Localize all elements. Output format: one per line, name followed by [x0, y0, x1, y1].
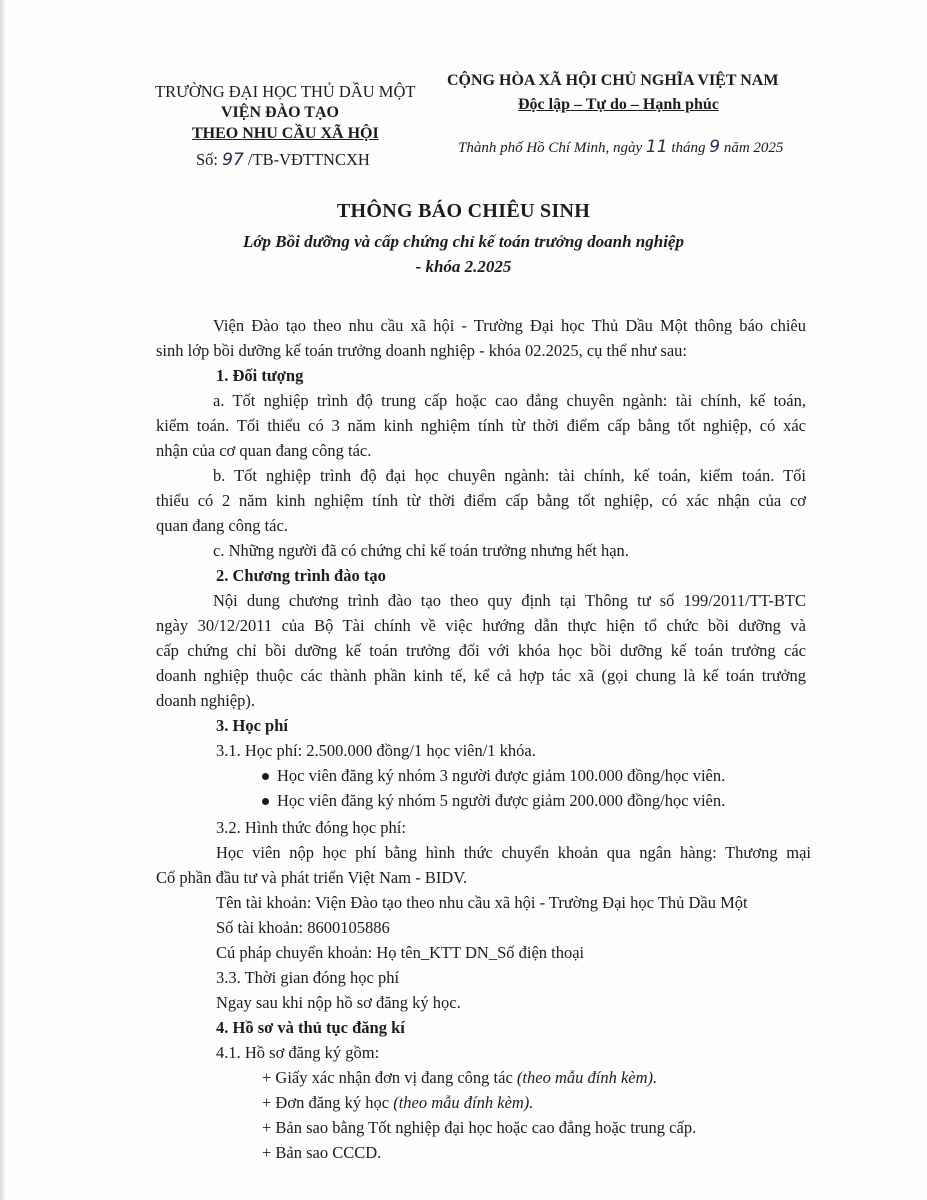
section-1-a-line-2: kiểm toán. Tối thiểu có 3 năm kinh nghiệm tính từ thời điểm cấp bằng tốt nghiệp, có xác — [156, 416, 806, 435]
discount-bullet-1-text: Học viên đăng ký nhóm 3 người được giảm 100.000 đồng/học viên. — [277, 766, 726, 785]
section-1-b-line-2: thiểu có 2 năm kinh nghiệm tính từ thời điểm cấp bằng tốt nghiệp, có xác nhận của cơ — [156, 491, 806, 510]
bullet-dot-icon — [262, 798, 269, 805]
section-2-line-5: doanh nghiệp). — [156, 691, 255, 710]
document-item-2 — [262, 1093, 533, 1113]
section-1-a-line-1: a. Tốt nghiệp trình độ trung cấp hoặc cao đẳng chuyên ngành: tài chính, kế toán, — [213, 391, 806, 410]
date-day: 11 — [645, 137, 668, 157]
country-name: CỘNG HÒA XÃ HỘI CHỦ NGHĨA VIỆT NAM — [447, 72, 779, 89]
section-3-heading: 3. Học phí — [216, 716, 288, 735]
document-item-2-note: (theo mẫu đính kèm). — [393, 1093, 534, 1112]
payment-method-line-2: Cổ phần đầu tư và phát triển Việt Nam - BIDV. — [156, 868, 468, 887]
number-suffix: /TB-VĐTTNCXH — [247, 150, 370, 169]
document-date — [458, 137, 783, 157]
document-item-2-text: + Đơn đăng ký học — [262, 1093, 394, 1112]
intro-line-2: sinh lớp bồi dưỡng kế toán trưởng doanh nghiệp - khóa 02.2025, cụ thể như sau: — [156, 341, 687, 360]
number-handwritten: 97 — [222, 150, 244, 170]
institute-name: VIỆN ĐÀO TẠO — [221, 104, 339, 121]
document-item-1-note: (theo mẫu đính kèm). — [516, 1068, 658, 1087]
account-number-value: 8600105886 — [307, 918, 390, 937]
discount-bullet-2 — [262, 791, 725, 811]
section-1-a-line-3: nhận của cơ quan đang công tác. — [156, 441, 372, 460]
account-number-label: Số tài khoản: — [216, 918, 308, 937]
discount-bullet-1 — [262, 766, 725, 786]
date-month: 9 — [709, 137, 721, 157]
section-2-line-1: Nội dung chương trình đào tạo theo quy định tại Thông tư số 199/2011/TT-BTC — [213, 591, 806, 610]
document-number — [196, 150, 370, 170]
bullet-dot-icon — [262, 773, 269, 780]
document-item-4: + Bản sao CCCD. — [262, 1143, 382, 1162]
document-item-3: + Bản sao bằng Tốt nghiệp đại học hoặc cao đẳng hoặc trung cấp. — [262, 1118, 697, 1137]
scan-edge-shadow — [0, 0, 6, 1200]
payment-time-text: Ngay sau khi nộp hồ sơ đăng ký học. — [216, 993, 461, 1012]
document-item-1 — [262, 1068, 657, 1088]
tuition-fee: 3.1. Học phí: 2.500.000 đồng/1 học viên/1 khóa. — [216, 741, 536, 760]
section-2-line-3: cấp chứng chỉ bồi dưỡng kế toán trưởng đối với khóa học bồi dưỡng kế toán trưởng các — [156, 641, 806, 660]
number-prefix: Số: — [196, 150, 219, 169]
section-1-c-line-1: c. Những người đã có chứng chỉ kế toán trưởng nhưng hết hạn. — [213, 541, 629, 560]
account-name: Tên tài khoản: Viện Đào tạo theo nhu cầu xã hội - Trường Đại học Thủ Dầu Một — [216, 893, 748, 912]
notice-subtitle-1: Lớp Bồi dưỡng và cấp chứng chỉ kế toán trưởng doanh nghiệp — [243, 232, 684, 251]
account-number — [216, 918, 390, 938]
intro-line-1: Viện Đào tạo theo nhu cầu xã hội - Trường Đại học Thủ Dầu Một thông báo chiêu — [213, 316, 806, 335]
section-1-heading: 1. Đối tượng — [216, 366, 304, 385]
section-4-heading: 4. Hồ sơ và thủ tục đăng kí — [216, 1018, 405, 1037]
section-2-line-4: doanh nghiệp thuộc các thành phần kinh tế, kể cả hợp tác xã (gọi chung là kế toán trưởng — [156, 666, 806, 685]
school-name: TRƯỜNG ĐẠI HỌC THỦ DẦU MỘT — [155, 82, 416, 101]
institute-sub: THEO NHU CẦU XÃ HỘI — [192, 125, 379, 142]
date-year: năm 2025 — [723, 140, 784, 156]
section-1-b-line-1: b. Tốt nghiệp trình độ đại học chuyên ngành: tài chính, kế toán, kiểm toán. Tối — [213, 466, 806, 485]
payment-method-heading: 3.2. Hình thức đóng học phí: — [216, 818, 406, 837]
section-4-sub-heading: 4.1. Hồ sơ đăng ký gồm: — [216, 1043, 380, 1062]
discount-bullet-2-text: Học viên đăng ký nhóm 5 người được giảm 200.000 đồng/học viên. — [277, 791, 726, 810]
national-motto: Độc lập – Tự do – Hạnh phúc — [518, 96, 719, 113]
section-1-b-line-3: quan đang công tác. — [156, 516, 288, 535]
notice-title: THÔNG BÁO CHIÊU SINH — [336, 200, 591, 222]
section-2-heading: 2. Chương trình đào tạo — [216, 566, 386, 585]
document-item-1-text: + Giấy xác nhận đơn vị đang công tác — [262, 1068, 517, 1087]
date-month-label: tháng — [671, 140, 706, 156]
section-2-line-2: ngày 30/12/2011 của Bộ Tài chính về việc hướng dẫn thực hiện tổ chức bồi dưỡng và — [156, 616, 806, 635]
date-prefix: Thành phố Hồ Chí Minh, ngày — [458, 140, 643, 156]
transfer-syntax: Cú pháp chuyển khoản: Họ tên_KTT DN_Số điện thoại — [216, 943, 585, 962]
notice-subtitle-2: - khóa 2.2025 — [415, 257, 512, 276]
payment-method-line-1: Học viên nộp học phí bằng hình thức chuyển khoản qua ngân hàng: Thương mại — [216, 843, 811, 862]
payment-time-heading: 3.3. Thời gian đóng học phí — [216, 968, 400, 987]
